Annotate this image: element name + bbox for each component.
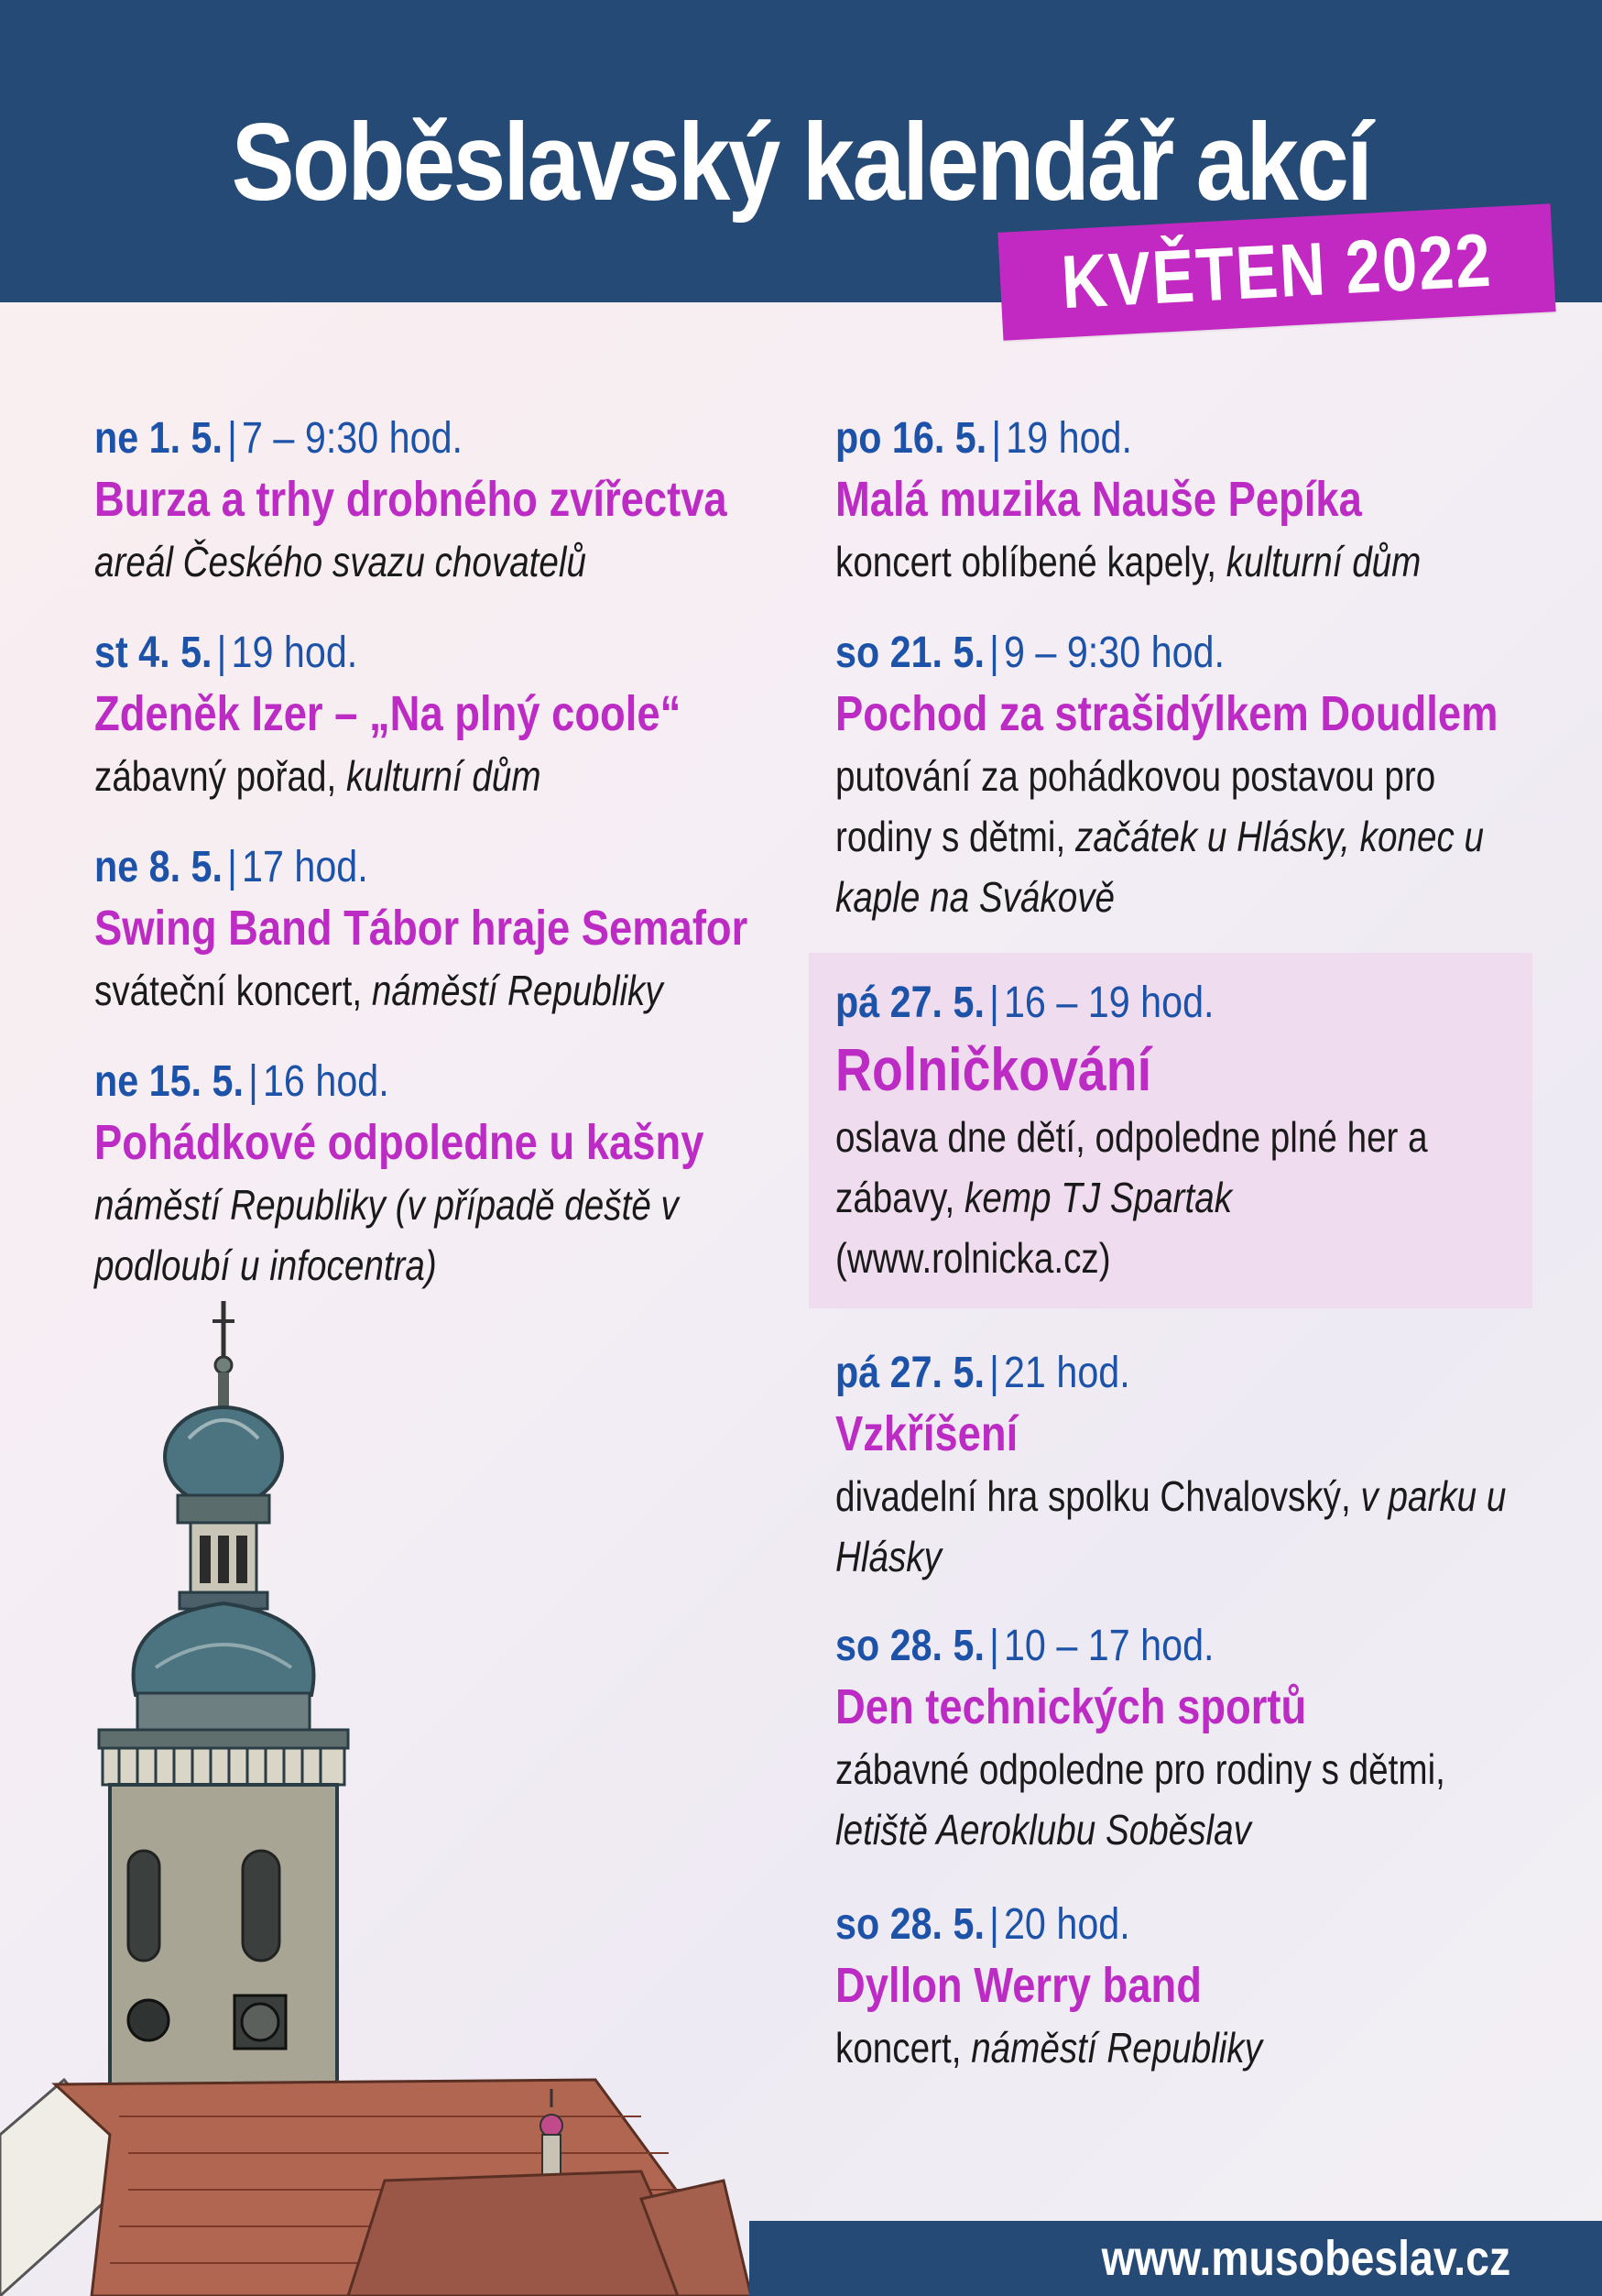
event-date: st 4. 5. | 19 hod. — [94, 629, 358, 677]
event-date: so 28. 5. | 20 hod. — [835, 1900, 1130, 1949]
event-item — [94, 410, 772, 592]
event-item — [94, 1054, 704, 1296]
event-description: sváteční koncert, náměstí Republiky — [94, 967, 663, 1014]
event-date: po 16. 5. | 19 hod. — [835, 414, 1132, 463]
event-date: pá 27. 5. | 16 – 19 hod. — [835, 979, 1215, 1027]
event-item — [835, 1897, 1531, 2078]
event-item — [835, 625, 1498, 927]
event-description: zábavné odpoledne pro rodiny s dětmi, letiště Aeroklubu Soběslav — [835, 1745, 1445, 1853]
event-date: so 21. 5. | 9 – 9:30 hod. — [835, 629, 1225, 677]
event-description: koncert oblíbené kapely, kulturní dům — [835, 538, 1422, 585]
event-item — [835, 1345, 1513, 1587]
event-item — [94, 625, 772, 806]
page-title: Soběslavský kalendář akcí — [231, 101, 1371, 224]
event-description: náměstí Republiky (v případě deště v podloubí u infocentra) — [94, 1181, 679, 1289]
event-title: Den technických sportů — [835, 1679, 1307, 1734]
month-label: KVĚTEN 2022 — [1059, 218, 1495, 325]
footer-url-link[interactable]: www.musobeslav.cz — [1101, 2231, 1510, 2286]
event-date: so 28. 5. | 10 – 17 hod. — [835, 1622, 1215, 1670]
event-description: putování za pohádkovou postavou pro rodiny s dětmi, začátek u Hlásky, konec u kaple na Svákově — [835, 752, 1485, 921]
church-tower-illustration — [0, 1301, 751, 2296]
event-description: oslava dne dětí, odpoledne plné her a zábavy, kemp TJ Spartak (www.rolnicka.cz) — [835, 1113, 1428, 1282]
featured-event — [835, 975, 1458, 1288]
event-description: areál Českého svazu chovatelů — [94, 538, 586, 585]
event-item — [835, 1618, 1513, 1860]
event-date: ne 15. 5. | 16 hod. — [94, 1057, 389, 1106]
event-title: Malá muzika Nauše Pepíka — [835, 472, 1362, 527]
event-title: Dyllon Werry band — [835, 1958, 1202, 2013]
footer-bar — [749, 2221, 1602, 2296]
event-item — [94, 839, 772, 1021]
event-description: zábavný pořad, kulturní dům — [94, 752, 541, 800]
event-title: Vzkříšení — [835, 1406, 1019, 1461]
event-title: Swing Band Tábor hraje Semafor — [94, 901, 748, 956]
event-title: Zdeněk Izer – „Na plný coole“ — [94, 686, 681, 741]
event-item — [835, 410, 1531, 592]
event-title: Burza a trhy drobného zvířectva — [94, 472, 727, 527]
event-date: ne 8. 5. | 17 hod. — [94, 843, 368, 891]
event-title: Pochod za strašidýlkem Doudlem — [835, 686, 1498, 741]
event-description: koncert, náměstí Republiky — [835, 2024, 1263, 2072]
event-date: ne 1. 5. | 7 – 9:30 hod. — [94, 414, 463, 463]
event-title: Rolničkování — [835, 1035, 1152, 1103]
event-date: pá 27. 5. | 21 hod. — [835, 1349, 1130, 1397]
event-website: (www.rolnicka.cz) — [835, 1234, 1111, 1282]
event-title: Pohádkové odpoledne u kašny — [94, 1115, 704, 1170]
event-description: divadelní hra spolku Chvalovský, v parku u Hlásky — [835, 1472, 1507, 1580]
